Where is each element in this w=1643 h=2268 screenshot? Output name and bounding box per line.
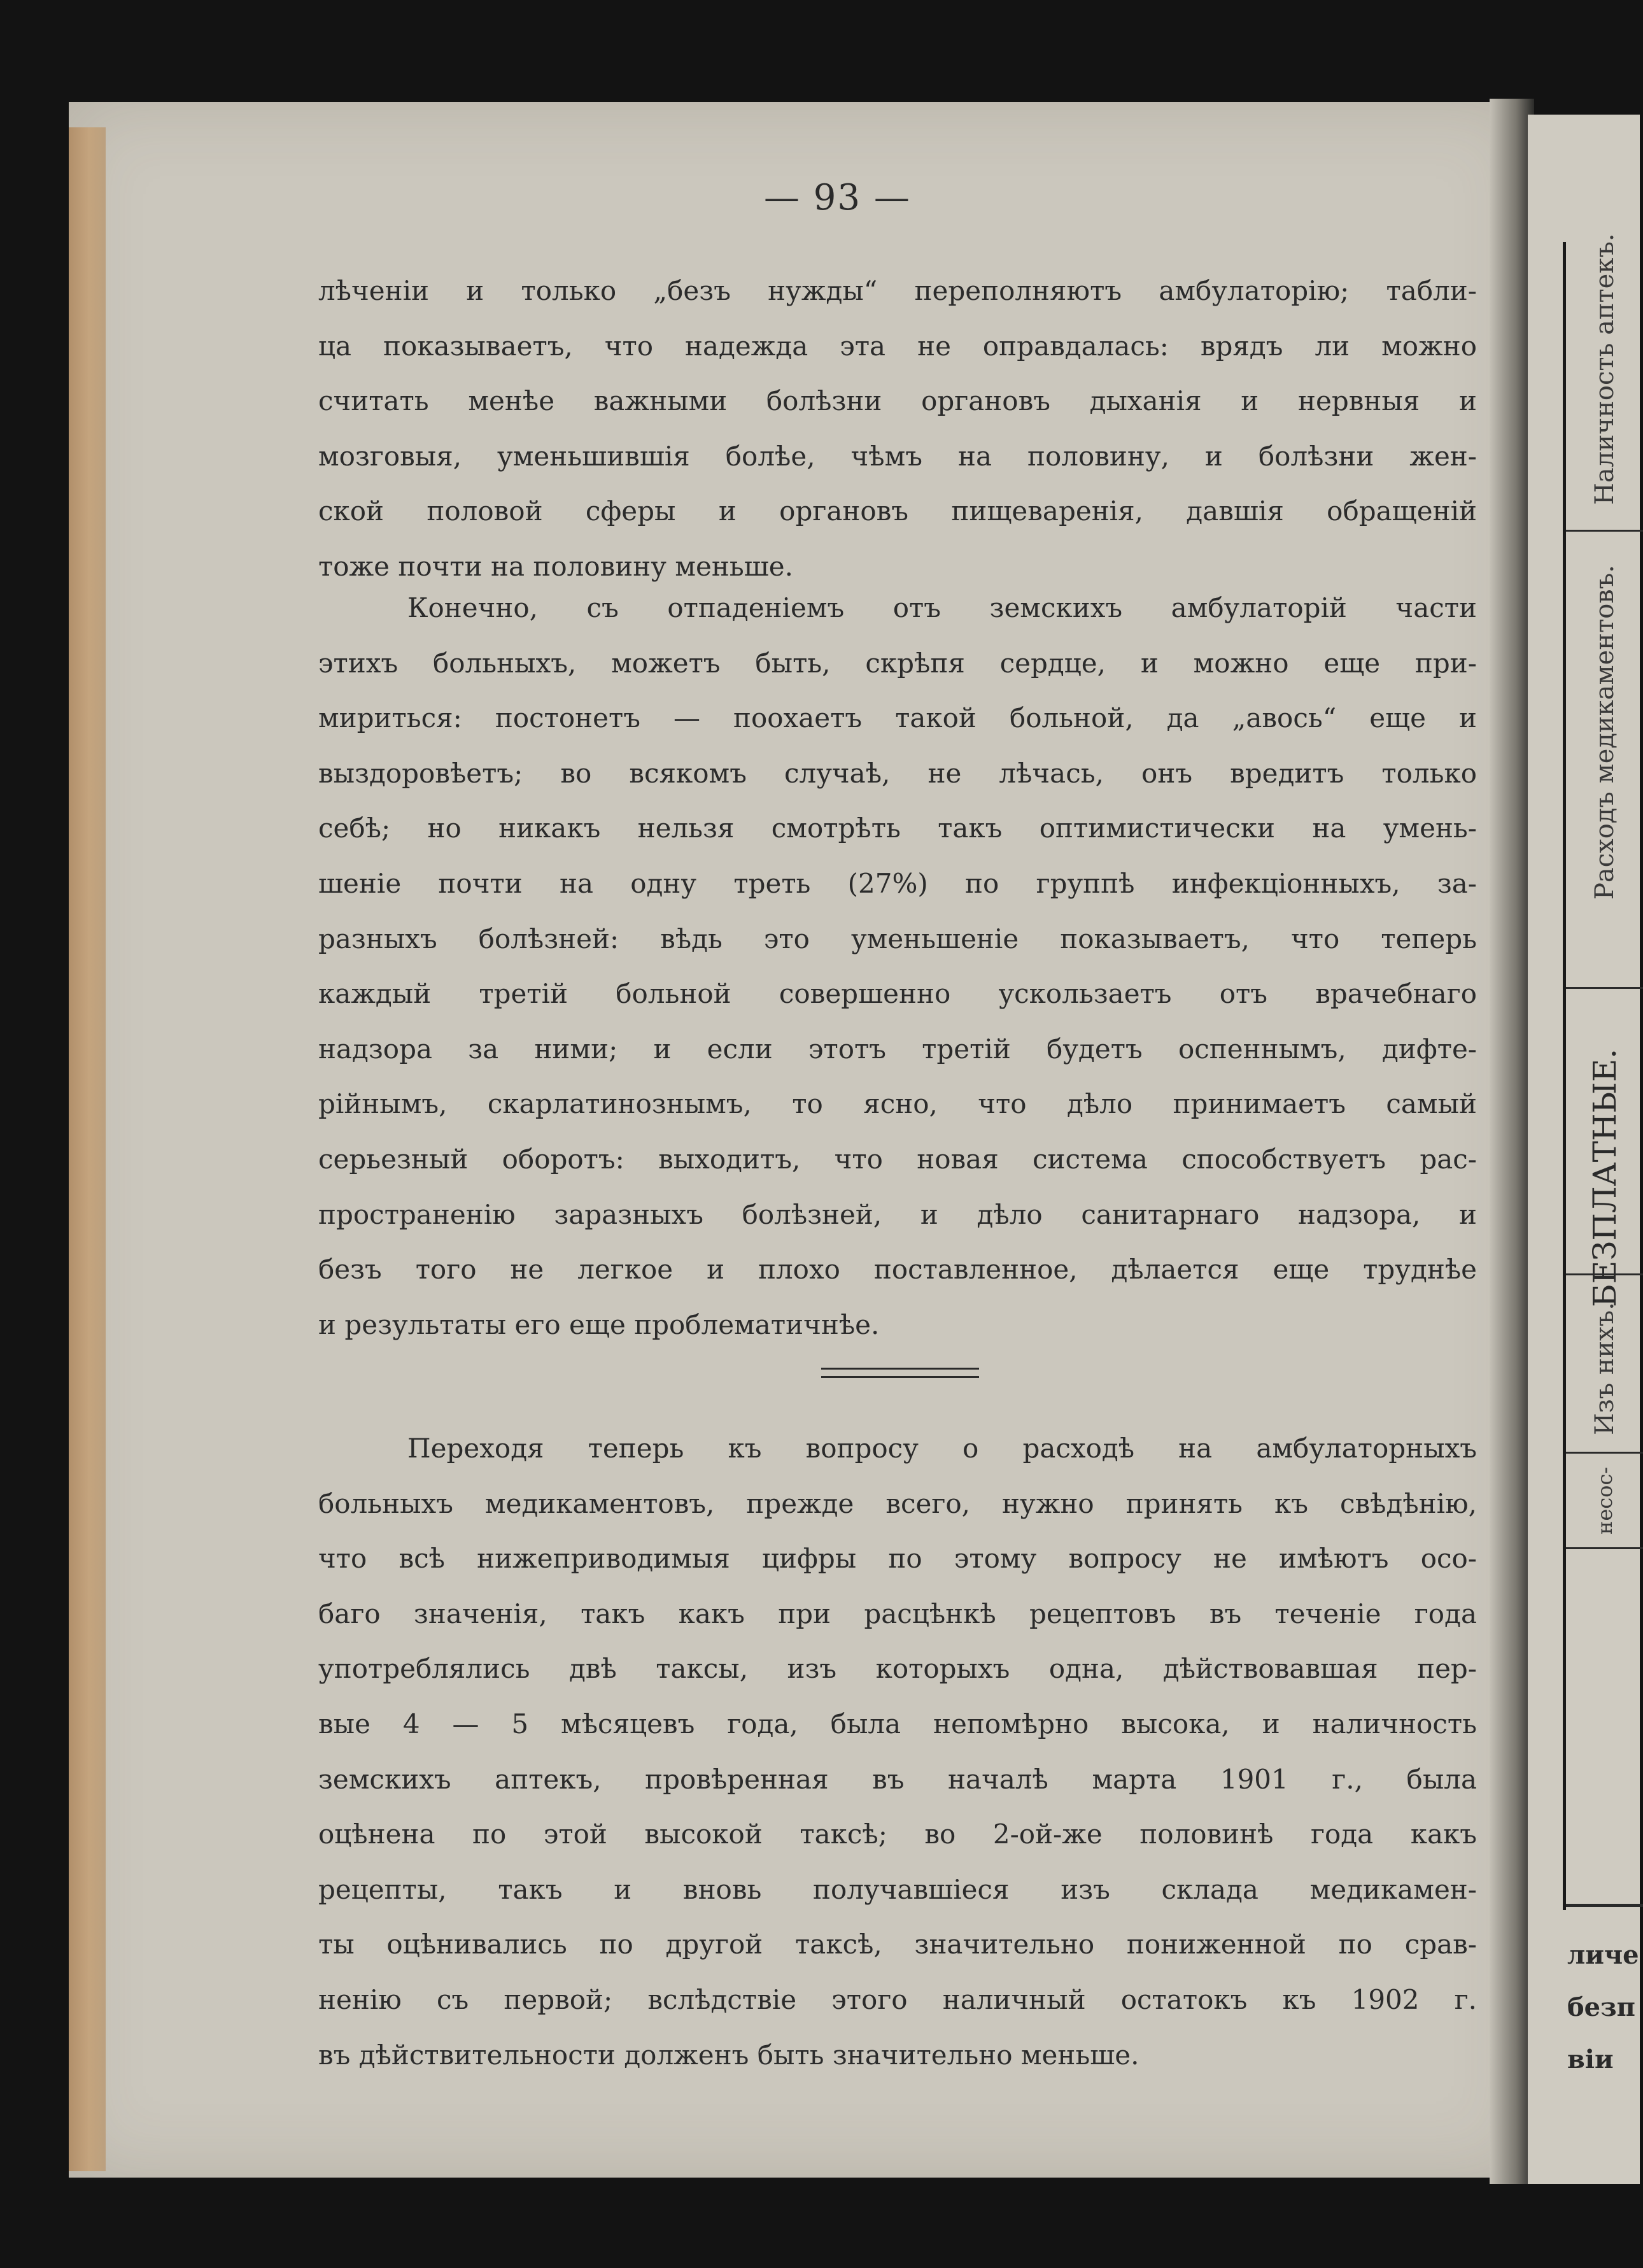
- adjacent-text-line: личе: [1567, 1940, 1639, 1970]
- adjacent-page-table: [1563, 233, 1643, 1910]
- text-line: рійнымъ, скарлатинознымъ, то ясно, что дѣло принимаетъ самый: [318, 1088, 1477, 1120]
- text-line: ца показываетъ, что надежда эта не оправдалась: врядъ ли можно: [318, 330, 1477, 362]
- text-line: разныхъ болѣзней: вѣдь это уменьшеніе показываетъ, что теперь: [318, 923, 1477, 954]
- text-line: что всѣ нижеприводимыя цифры по этому вопросу не имѣютъ осо-: [318, 1543, 1477, 1575]
- paragraph-3: [318, 1421, 1477, 2083]
- table-bottom-rule: [1566, 1904, 1643, 1907]
- paragraph-1: [318, 264, 1477, 595]
- table-header-5: несос-: [1593, 1466, 1617, 1535]
- paragraph-2: [318, 581, 1477, 1352]
- text-line: ты оцѣнивались по другой таксѣ, значительно пониженной по срав-: [318, 1929, 1477, 1960]
- text-line: лѣченіи и только „безъ нужды“ переполняютъ амбулаторію; табли-: [318, 275, 1477, 306]
- text-line: каждый третій больной совершенно ускользаетъ отъ врачебнаго: [318, 978, 1477, 1010]
- table-header-3: БЕЗПЛАТНЫЕ.: [1586, 1048, 1623, 1308]
- adjacent-page-text: [1567, 1929, 1640, 2074]
- table-divider: [1566, 1547, 1643, 1549]
- table-divider: [1566, 530, 1643, 532]
- text-line: серьезный оборотъ: выходитъ, что новая система способствуетъ рас-: [318, 1143, 1477, 1175]
- text-line: Переходя теперь къ вопросу о расходѣ на амбулаторныхъ: [407, 1433, 1477, 1464]
- text-line: вые 4 — 5 мѣсяцевъ года, была непомѣрно высока, и наличность: [318, 1708, 1477, 1740]
- text-line: и результаты его еще проблематичнѣе.: [318, 1308, 880, 1340]
- adjacent-text-line: безп: [1567, 1992, 1635, 2022]
- text-line: себѣ; но никакъ нельзя смотрѣть такъ оптимистически на умень-: [318, 812, 1477, 844]
- text-line: пространенію заразныхъ болѣзней, и дѣло санитарнаго надзора, и: [318, 1198, 1477, 1230]
- text-line: надзора за ними; и если этотъ третій будетъ оспеннымъ, дифте-: [318, 1033, 1477, 1065]
- text-line: этихъ больныхъ, можетъ быть, скрѣпя сердце, и можно еще при-: [318, 647, 1477, 679]
- table-header-4: Изъ нихъ.: [1590, 1302, 1619, 1436]
- section-divider: [821, 1368, 979, 1378]
- table-divider: [1566, 1273, 1643, 1275]
- page-edge: [69, 127, 106, 2171]
- text-line: выздоровѣетъ; во всякомъ случаѣ, не лѣчась, онъ вредитъ только: [318, 757, 1477, 789]
- text-line: употреблялись двѣ таксы, изъ которыхъ одна, дѣйствовавшая пер-: [318, 1653, 1477, 1685]
- table-divider: [1566, 987, 1643, 989]
- text-line: рецепты, такъ и вновь получавшіеся изъ склада медикамен-: [318, 1873, 1477, 1905]
- text-line: мириться: постонетъ — поохаетъ такой больной, да „авось“ еще и: [318, 702, 1477, 734]
- text-line: оцѣнена по этой высокой таксѣ; во 2-ой-же половинѣ года какъ: [318, 1818, 1477, 1850]
- table-divider: [1566, 1452, 1643, 1454]
- text-line: баго значенія, такъ какъ при расцѣнкѣ рецептовъ въ теченіе года: [318, 1598, 1477, 1629]
- text-line: безъ того не легкое и плохо поставленное, дѣлается еще труднѣе: [318, 1254, 1477, 1286]
- text-line: Конечно, съ отпаденіемъ отъ земскихъ амбулаторій части: [407, 592, 1477, 623]
- text-line: мозговыя, уменьшившія болѣе, чѣмъ на половину, и болѣзни жен-: [318, 440, 1477, 472]
- text-line: ской половой сферы и органовъ пищеваренія, давшія обращеній: [318, 495, 1477, 527]
- text-line: въ дѣйствительности долженъ быть значительно меньше.: [318, 2039, 1139, 2071]
- text-line: шеніе почти на одну треть (27%) по группѣ инфекціонныхъ, за-: [318, 867, 1477, 899]
- text-line: земскихъ аптекъ, провѣренная въ началѣ марта 1901 г., была: [318, 1763, 1477, 1795]
- adjacent-text-line: віи: [1567, 2045, 1614, 2074]
- text-line: ненію съ первой; вслѣдствіе этого наличный остатокъ къ 1902 г.: [318, 1983, 1477, 2015]
- table-header-2: Расходъ медикаментовъ.: [1590, 565, 1619, 900]
- text-line: больныхъ медикаментовъ, прежде всего, нужно принять къ свѣдѣнію,: [318, 1487, 1477, 1519]
- table-header-1: Наличность аптекъ.: [1590, 233, 1619, 506]
- text-line: тоже почти на половину меньше.: [318, 550, 793, 582]
- text-line: считать менѣе важными болѣзни органовъ дыханія и нервныя и: [318, 385, 1477, 417]
- page-number: — 93 —: [764, 177, 911, 218]
